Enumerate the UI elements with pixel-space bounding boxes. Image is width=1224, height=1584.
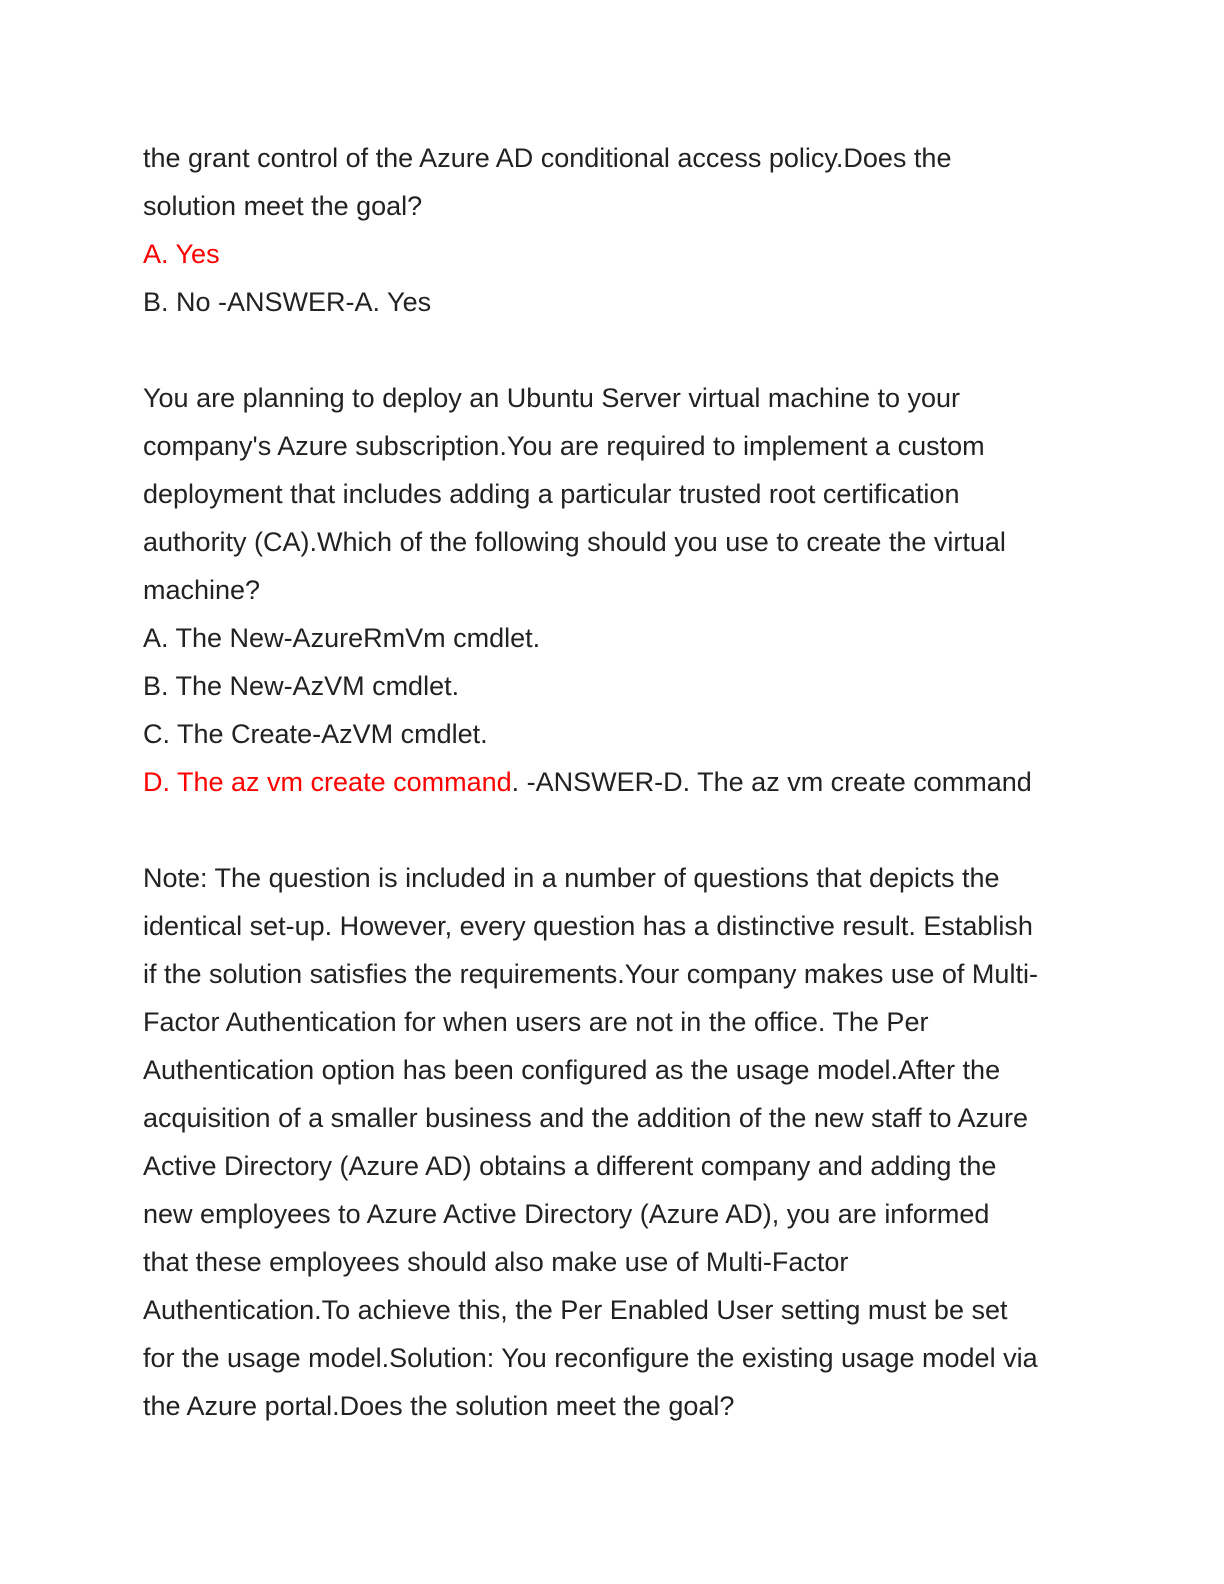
question-text-line: authority (CA).Which of the following should you use to create the virtual	[143, 527, 1006, 557]
question-text-line: new employees to Azure Active Directory (Azure AD), you are informed	[143, 1199, 990, 1229]
option-c: C. The Create-AzVM cmdlet.	[143, 719, 488, 749]
option-b: B. The New-AzVM cmdlet.	[143, 671, 460, 701]
option-b-with-answer: B. No -ANSWER-A. Yes	[143, 287, 432, 317]
question-text-line: the grant control of the Azure AD conditional access policy.Does the	[143, 143, 952, 173]
paragraph-gap	[143, 806, 1083, 854]
question-block-3	[143, 854, 1083, 1430]
question-text-line: if the solution satisfies the requirements.Your company makes use of Multi-	[143, 959, 1038, 989]
answer-key: . -ANSWER-D. The az vm create command	[511, 767, 1032, 797]
question-text-line: You are planning to deploy an Ubuntu Server virtual machine to your	[143, 383, 961, 413]
question-text-line: Active Directory (Azure AD) obtains a different company and adding the	[143, 1151, 997, 1181]
question-text-line: company's Azure subscription.You are required to implement a custom	[143, 431, 985, 461]
question-text-line: that these employees should also make use of Multi-Factor	[143, 1247, 849, 1277]
paragraph-gap	[143, 326, 1083, 374]
question-text-line: solution meet the goal?	[143, 191, 423, 221]
question-text-line: Authentication option has been configured as the usage model.After the	[143, 1055, 1001, 1085]
question-text-line: Authentication.To achieve this, the Per Enabled User setting must be set	[143, 1295, 1008, 1325]
question-text-line: identical set-up. However, every question has a distinctive result. Establish	[143, 911, 1033, 941]
document-page	[143, 134, 1083, 1430]
question-block-2	[143, 374, 1083, 806]
question-text-line: the Azure portal.Does the solution meet the goal?	[143, 1391, 735, 1421]
option-a-correct: A. Yes	[143, 239, 220, 269]
option-a: A. The New-AzureRmVm cmdlet.	[143, 623, 541, 653]
option-d-correct: D. The az vm create command	[143, 767, 512, 797]
question-text-line: acquisition of a smaller business and the addition of the new staff to Azure	[143, 1103, 1029, 1133]
question-text-line: deployment that includes adding a particular trusted root certification	[143, 479, 960, 509]
question-text-line: for the usage model.Solution: You reconfigure the existing usage model via	[143, 1343, 1038, 1373]
question-block-1	[143, 134, 1083, 326]
question-text-line: Factor Authentication for when users are not in the office. The Per	[143, 1007, 929, 1037]
question-text-line: machine?	[143, 575, 261, 605]
option-d-line	[143, 758, 1083, 806]
question-text-line: Note: The question is included in a number of questions that depicts the	[143, 863, 1000, 893]
